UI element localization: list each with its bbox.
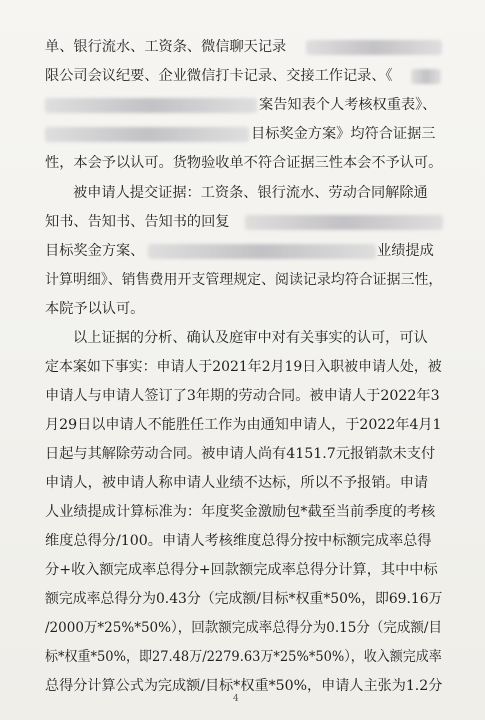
text-line xyxy=(0,92,485,118)
text-segment: 性，本会予以认可。货物验收单不符合证据三性本会不予认可。 xyxy=(45,155,443,171)
text-segment: /2000万*25%*50%），回款额完成率总得分为0.15分（完成额/目 xyxy=(45,620,442,636)
redaction-mark xyxy=(306,40,442,55)
text-line xyxy=(0,557,485,583)
redaction-mark xyxy=(45,98,257,113)
text-line xyxy=(0,412,485,438)
text-segment: 计算明细》、销售费用开支管理规定、阅读记录均符合证据三性， xyxy=(45,272,443,288)
text-segment: 案告知表个人考核权重表》、 xyxy=(259,97,437,113)
text-segment: 总得分计算公式为完成额/目标*权重*50%，申请人主张为1.2分 xyxy=(45,678,443,694)
text-segment: 以上证据的分析、确认及庭审中对有关事实的认可，可认 xyxy=(73,330,428,346)
text-segment: 分+收入额完成率总得分+回款额完成率总得分计算，其中中标 xyxy=(45,562,438,578)
text-segment: 知书、告知书、告知书的回复 xyxy=(45,214,230,230)
text-line xyxy=(0,34,485,60)
text-line xyxy=(0,441,485,467)
text-segment: 维度总得分/100。申请人考核维度总得分按中标额完成率总得 xyxy=(45,533,432,549)
text-line xyxy=(0,325,485,351)
text-segment: 业绩提成 xyxy=(377,243,434,259)
text-segment: 申请人，被申请人称申请人业绩不达标，所以不予报销。申请 xyxy=(45,475,429,491)
text-line xyxy=(0,209,485,235)
text-line xyxy=(0,354,485,380)
redaction-mark xyxy=(45,127,249,142)
text-line xyxy=(0,470,485,496)
text-segment: 目标奖金方案、 xyxy=(45,243,145,259)
text-segment: 申请人与申请人签订了3年期的劳动合同。被申请人于2022年3 xyxy=(45,388,440,404)
text-line xyxy=(0,528,485,554)
page-number: 4 xyxy=(233,694,239,704)
text-segment: 目标奖金方案》均符合证据三 xyxy=(251,126,436,142)
text-segment: 标*权重*50%，即27.48万/2279.63万*25%*50%），收入额完成率 xyxy=(45,649,442,665)
text-line xyxy=(0,383,485,409)
text-line xyxy=(0,499,485,525)
text-line xyxy=(0,644,485,670)
text-line xyxy=(0,267,485,293)
text-line xyxy=(0,296,485,322)
text-line xyxy=(0,238,485,264)
redaction-mark xyxy=(411,69,441,84)
text-segment: 人业绩提成计算标准为：年度奖金激励包*截至当前季度的考核 xyxy=(45,504,436,520)
text-segment: 定本案如下事实：申请人于2021年2月19日入职被申请人处，被 xyxy=(45,359,442,375)
text-segment: 限公司会议纪要、企业微信打卡记录、交接工作记录、《 xyxy=(45,68,393,84)
redaction-mark xyxy=(245,215,443,230)
text-line xyxy=(0,615,485,641)
text-line xyxy=(0,180,485,206)
text-line xyxy=(0,121,485,147)
redaction-mark xyxy=(148,244,376,259)
text-line xyxy=(0,150,485,176)
text-segment: 日起与其解除劳动合同。被申请人尚有4151.7元报销款未支付 xyxy=(45,446,436,462)
text-segment: 本院予以认可。 xyxy=(45,301,145,317)
text-segment: 额完成率总得分为0.43分（完成额/目标*权重*50%，即69.16万 xyxy=(45,591,443,607)
text-line xyxy=(0,673,485,699)
text-segment: 月29日以申请人不能胜任工作为由通知申请人，于2022年4月1 xyxy=(45,417,442,433)
text-segment: 被申请人提交证据：工资条、银行流水、劳动合同解除通 xyxy=(73,185,428,201)
text-segment: 单、银行流水、工资条、微信聊天记录 xyxy=(45,39,287,55)
text-line xyxy=(0,63,485,89)
text-line xyxy=(0,586,485,612)
